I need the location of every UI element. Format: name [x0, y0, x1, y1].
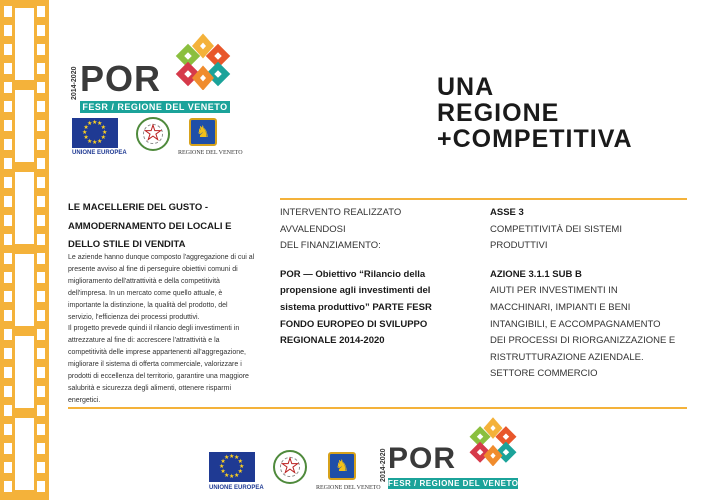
eu-star-icon: ★	[97, 121, 103, 128]
description-line: salubrità e sicurezza degli alimenti, ottenere risparmi	[68, 384, 232, 392]
program-line: REGIONALE 2014-2020	[280, 335, 385, 347]
eu-star-icon: ★	[92, 140, 98, 146]
program-line: FONDO EUROPEO DI SVILUPPO	[280, 318, 428, 330]
por-wordmark: POR	[388, 442, 457, 475]
film-hole	[37, 101, 45, 112]
film-hole	[37, 348, 45, 359]
description-line: attrezzature al fine di: accrescere l'attrattività e la	[68, 337, 220, 345]
headline	[437, 74, 633, 152]
program-line: propensione agli investimenti del	[280, 285, 431, 297]
film-hole	[37, 481, 45, 492]
eu-caption: UNIONE EUROPEA	[209, 485, 264, 491]
film-hole	[37, 272, 45, 283]
por-years: 2014-2020	[380, 448, 387, 482]
film-hole	[37, 234, 45, 245]
description-line: prodotti di eccellenza del territorio, garantire una maggiore	[68, 373, 249, 381]
film-hole	[4, 462, 12, 473]
eu-star-icon: ★	[229, 454, 235, 460]
description-line: dell'impresa. In un mercato come quello attuale, è	[68, 289, 223, 297]
description-line: energetici.	[68, 396, 101, 404]
program-line: sistema produttivo” PARTE FESR	[280, 301, 432, 313]
film-hole	[4, 25, 12, 36]
eu-star-icon: ★	[237, 469, 244, 475]
por-flower-icon	[174, 32, 232, 90]
eu-caption: UNIONE EUROPEA	[72, 150, 127, 156]
film-hole	[4, 386, 12, 397]
film-hole	[4, 367, 12, 378]
eu-star-icon: ★	[220, 469, 226, 475]
program-line: POR — Obiettivo “Rilancio della	[280, 268, 426, 280]
film-frame	[15, 336, 34, 408]
film-hole	[4, 405, 12, 416]
por-flower-icon	[468, 416, 518, 466]
project-title	[68, 199, 268, 255]
asse-title: ASSE 3	[490, 207, 524, 218]
eu-flag-icon	[209, 452, 255, 482]
film-hole	[37, 25, 45, 36]
film-hole	[4, 443, 12, 454]
film-hole	[37, 215, 45, 226]
top-divider	[280, 198, 687, 200]
film-hole	[4, 177, 12, 188]
project-title-line: DELLO STILE DI VENDITA	[68, 239, 186, 250]
film-hole	[4, 253, 12, 264]
film-hole	[37, 386, 45, 397]
region-caption: REGIONE DEL VENETO	[316, 485, 381, 491]
eu-star-icon: ★	[239, 464, 245, 470]
asse-line: PRODUTTIVI	[490, 240, 548, 252]
azione-line: SETTORE COMMERCIO	[490, 368, 598, 380]
eu-star-icon: ★	[229, 474, 235, 480]
description-line: servizio, l'efficienza dei processi produttivi.	[68, 313, 200, 321]
film-holes-left	[4, 0, 12, 500]
italian-republic-emblem-icon: ★	[136, 117, 170, 151]
film-hole	[37, 196, 45, 207]
film-hole	[37, 462, 45, 473]
film-hole	[37, 329, 45, 340]
asse-line: COMPETITIVITÀ DEI SISTEMI	[490, 223, 622, 235]
film-hole	[37, 63, 45, 74]
film-hole	[37, 291, 45, 302]
azione-title: AZIONE 3.1.1 SUB B	[490, 268, 582, 280]
project-title-line: AMMODERNAMENTO DEI LOCALI E	[68, 220, 232, 232]
film-hole	[4, 44, 12, 55]
por-subtitle-bar: FESR / REGIONE DEL VENETO	[80, 101, 230, 113]
film-hole	[37, 310, 45, 321]
azione-line: RISTRUTTURAZIONE AZIENDALE.	[490, 351, 644, 363]
axis-column	[490, 205, 700, 383]
film-hole	[37, 120, 45, 131]
film-hole	[4, 329, 12, 340]
film-holes-right	[37, 0, 45, 500]
azione-line: AIUTI PER INVESTIMENTI IN	[490, 285, 618, 297]
eu-star-icon: ★	[102, 130, 108, 136]
financing-column	[280, 205, 470, 350]
headline-line-2: REGIONE	[437, 99, 560, 127]
eu-star-icon: ★	[219, 464, 225, 470]
eu-star-icon: ★	[83, 135, 89, 141]
financing-intro-line: INTERVENTO REALIZZATO	[280, 207, 402, 218]
description-line: competitività delle imprese appartenenti all'aggregazione,	[68, 349, 246, 357]
film-hole	[4, 424, 12, 435]
film-frame	[15, 90, 34, 162]
italian-republic-emblem-icon: ★	[273, 450, 307, 484]
eu-star-icon: ★	[87, 121, 93, 128]
film-hole	[37, 158, 45, 169]
film-frame	[15, 418, 34, 490]
film-frame	[15, 254, 34, 326]
film-hole	[37, 405, 45, 416]
film-hole	[4, 139, 12, 150]
film-hole	[37, 6, 45, 17]
eu-star-icon: ★	[82, 130, 88, 136]
azione-line: DEI PROCESSI DI RIORGANIZZAZIONE E	[490, 335, 676, 347]
eu-flag-icon	[72, 118, 118, 148]
film-hole	[4, 272, 12, 283]
eu-star-icon: ★	[87, 138, 93, 145]
description-line: Le aziende hanno dunque composto l'aggregazione di cui al	[68, 254, 255, 261]
por-wordmark: POR	[80, 58, 162, 99]
eu-star-icon: ★	[83, 125, 89, 131]
film-hole	[37, 443, 45, 454]
project-title-line: LE MACELLERIE DEL GUSTO -	[68, 202, 209, 213]
film-hole	[4, 101, 12, 112]
project-description	[68, 252, 268, 407]
por-logo-bottom	[378, 416, 528, 496]
film-hole	[4, 196, 12, 207]
eu-star-icon: ★	[220, 459, 226, 465]
headline-line-1: UNA	[437, 73, 495, 101]
film-hole	[4, 158, 12, 169]
film-frame	[15, 172, 34, 244]
description-line: Il progetto prevede quindi il rilancio degli investimenti in	[68, 325, 240, 333]
film-hole	[4, 481, 12, 492]
film-hole	[37, 82, 45, 93]
film-hole	[37, 139, 45, 150]
film-hole	[37, 44, 45, 55]
film-strip-decoration	[0, 0, 49, 500]
financing-intro-line: AVVALENDOSI	[280, 223, 346, 235]
film-hole	[4, 82, 12, 93]
description-line: migliorare il sistema di offerta commerciale, valorizzare i	[68, 361, 242, 369]
film-hole	[4, 310, 12, 321]
region-caption: REGIONE DEL VENETO	[178, 150, 243, 156]
film-hole	[4, 215, 12, 226]
azione-line: MACCHINARI, IMPIANTI E BENI	[490, 301, 631, 313]
eu-star-icon: ★	[92, 120, 98, 126]
eu-star-icon: ★	[100, 125, 107, 131]
film-hole	[4, 348, 12, 359]
description-line: importante la distinzione, la qualità del prodotto, del	[68, 301, 228, 309]
por-logo-top	[70, 32, 240, 112]
veneto-region-emblem-icon: ♞	[328, 452, 356, 480]
eu-star-icon: ★	[234, 472, 240, 479]
film-hole	[4, 291, 12, 302]
eu-star-icon: ★	[224, 455, 230, 462]
film-hole	[4, 234, 12, 245]
por-years: 2014-2020	[71, 66, 78, 100]
description-line: presente avviso al fine di perseguire obiettivi comuni di	[68, 265, 238, 273]
film-hole	[37, 367, 45, 378]
eu-star-icon: ★	[100, 135, 107, 141]
film-hole	[37, 424, 45, 435]
film-hole	[4, 120, 12, 131]
por-subtitle-bar: FESR / REGIONE DEL VENETO	[388, 479, 519, 488]
film-hole	[37, 177, 45, 188]
headline-line-3: +COMPETITIVA	[437, 125, 633, 153]
eu-star-icon: ★	[224, 472, 230, 479]
veneto-region-emblem-icon: ♞	[189, 118, 217, 146]
bottom-divider	[68, 407, 687, 409]
description-line: miglioramento dell'attrattività e della competitività	[68, 277, 220, 285]
film-frame	[15, 8, 34, 80]
film-hole	[4, 6, 12, 17]
azione-line: INTANGIBILI, E ACCOMPAGNAMENTO	[490, 318, 661, 330]
eu-star-icon: ★	[237, 459, 244, 465]
financing-intro-line: DEL FINANZIAMENTO:	[280, 240, 381, 252]
film-hole	[4, 63, 12, 74]
film-hole	[37, 253, 45, 264]
eu-star-icon: ★	[97, 138, 103, 145]
eu-star-icon: ★	[234, 455, 240, 462]
